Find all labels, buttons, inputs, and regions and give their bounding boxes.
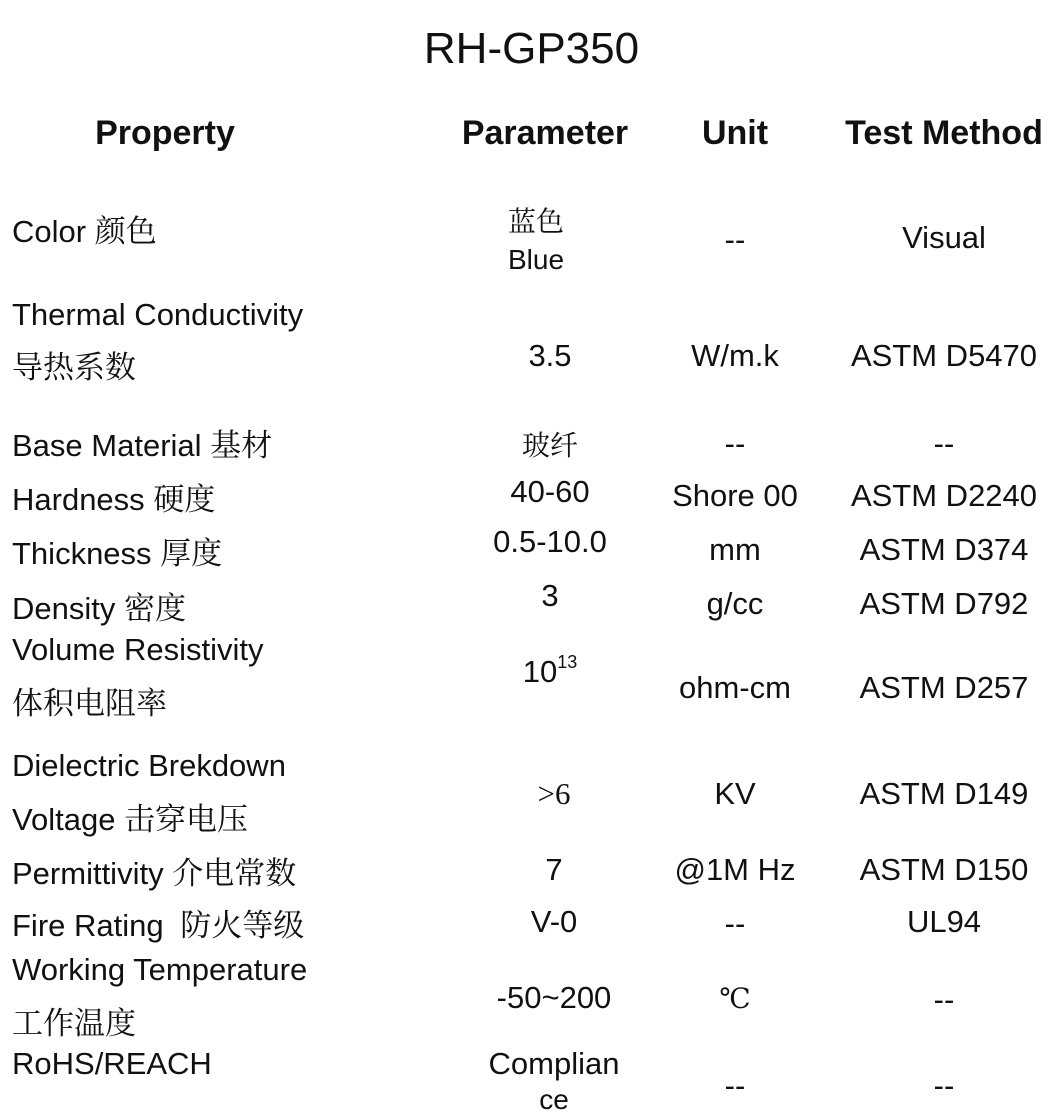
- parameter-value: 0.5-10.0: [493, 524, 607, 559]
- parameter-value: V-0: [530, 904, 578, 939]
- property-en: Permittivity: [12, 856, 164, 891]
- page-title: RH-GP350: [423, 24, 640, 73]
- property-cn: 击穿电压: [124, 802, 249, 838]
- property-cn: 颜色: [94, 214, 157, 250]
- property-label: [12, 206, 157, 251]
- unit-value: Shore 00: [672, 478, 798, 513]
- property-cn: 体积电阻率: [12, 686, 167, 722]
- property-en: RoHS/REACH: [12, 1046, 212, 1081]
- test-method-value: ASTM D150: [859, 852, 1029, 887]
- property-cn: 基材: [210, 428, 273, 464]
- parameter-value: 3: [541, 578, 559, 613]
- parameter-cn: 蓝色: [507, 205, 564, 238]
- property-en: Working Temperature: [12, 952, 308, 987]
- parameter-value: 7: [545, 852, 563, 887]
- parameter-value: [450, 652, 650, 690]
- property-en: Density: [12, 591, 116, 626]
- property-cn: 导热系数: [12, 350, 136, 386]
- unit-value: --: [724, 426, 746, 461]
- property-label: [12, 583, 186, 628]
- property-en: Thickness: [12, 536, 152, 571]
- test-method-value: ASTM D2240: [850, 478, 1038, 513]
- parameter-value: 3.5: [528, 338, 572, 373]
- property-en-line-2: Voltage: [12, 802, 116, 837]
- parameter-line-2: ce: [539, 1084, 569, 1115]
- test-method-value: ASTM D792: [859, 586, 1029, 621]
- property-cn: 工作温度: [12, 1006, 136, 1042]
- property-en-line-1: Dielectric Brekdown: [12, 748, 286, 783]
- parameter-value: -50~200: [496, 980, 612, 1015]
- property-cn: 介电常数: [172, 856, 297, 892]
- unit-value: W/m.k: [691, 338, 779, 373]
- property-en: Fire Rating: [12, 908, 164, 943]
- test-method-value: --: [933, 1068, 955, 1103]
- property-en: Color: [12, 214, 87, 249]
- property-label: [12, 528, 222, 573]
- property-label: [12, 474, 215, 519]
- parameter-value: 40-60: [510, 474, 590, 509]
- test-method-value: ASTM D257: [859, 670, 1029, 705]
- header-test-method: Test Method: [845, 114, 1043, 152]
- test-method-value: UL94: [906, 904, 982, 939]
- property-en: Volume Resistivity: [12, 632, 264, 667]
- unit-value: @1M Hz: [674, 852, 796, 887]
- header-property: Property: [95, 114, 235, 152]
- unit-value: --: [724, 222, 746, 257]
- unit-value: --: [724, 906, 746, 941]
- property-label: [12, 420, 272, 465]
- parameter-en: Blue: [507, 244, 565, 275]
- unit-value: --: [724, 1068, 746, 1103]
- unit-value: g/cc: [706, 586, 764, 621]
- property-cn: 防火等级: [180, 908, 305, 944]
- property-en: Thermal Conductivity: [12, 297, 304, 332]
- test-method-value: ASTM D5470: [850, 338, 1038, 373]
- header-parameter: Parameter: [461, 114, 629, 152]
- unit-value: mm: [709, 532, 761, 567]
- property-label: [12, 794, 248, 839]
- parameter-line-1: Complian: [488, 1046, 620, 1081]
- test-method-value: ASTM D374: [859, 532, 1029, 567]
- property-cn: 厚度: [160, 536, 223, 572]
- property-en: Hardness: [12, 482, 145, 517]
- header-unit: Unit: [701, 114, 769, 152]
- property-label: [12, 900, 304, 945]
- unit-value: KV: [714, 776, 756, 811]
- test-method-value: ASTM D149: [859, 776, 1029, 811]
- property-label: [12, 848, 296, 893]
- unit-value: ohm-cm: [679, 670, 791, 705]
- parameter-value: 玻纤: [521, 429, 578, 462]
- test-method-value: Visual: [902, 220, 986, 255]
- test-method-value: --: [933, 982, 955, 1017]
- property-en: Base Material: [12, 428, 202, 463]
- parameter-exponent: 13: [557, 652, 578, 672]
- test-method-value: --: [933, 426, 955, 461]
- property-cn: 密度: [124, 591, 186, 627]
- unit-value: ℃: [719, 982, 751, 1015]
- parameter-base: 10: [522, 654, 558, 689]
- property-cn: 硬度: [153, 482, 216, 518]
- parameter-value: >6: [537, 776, 571, 811]
